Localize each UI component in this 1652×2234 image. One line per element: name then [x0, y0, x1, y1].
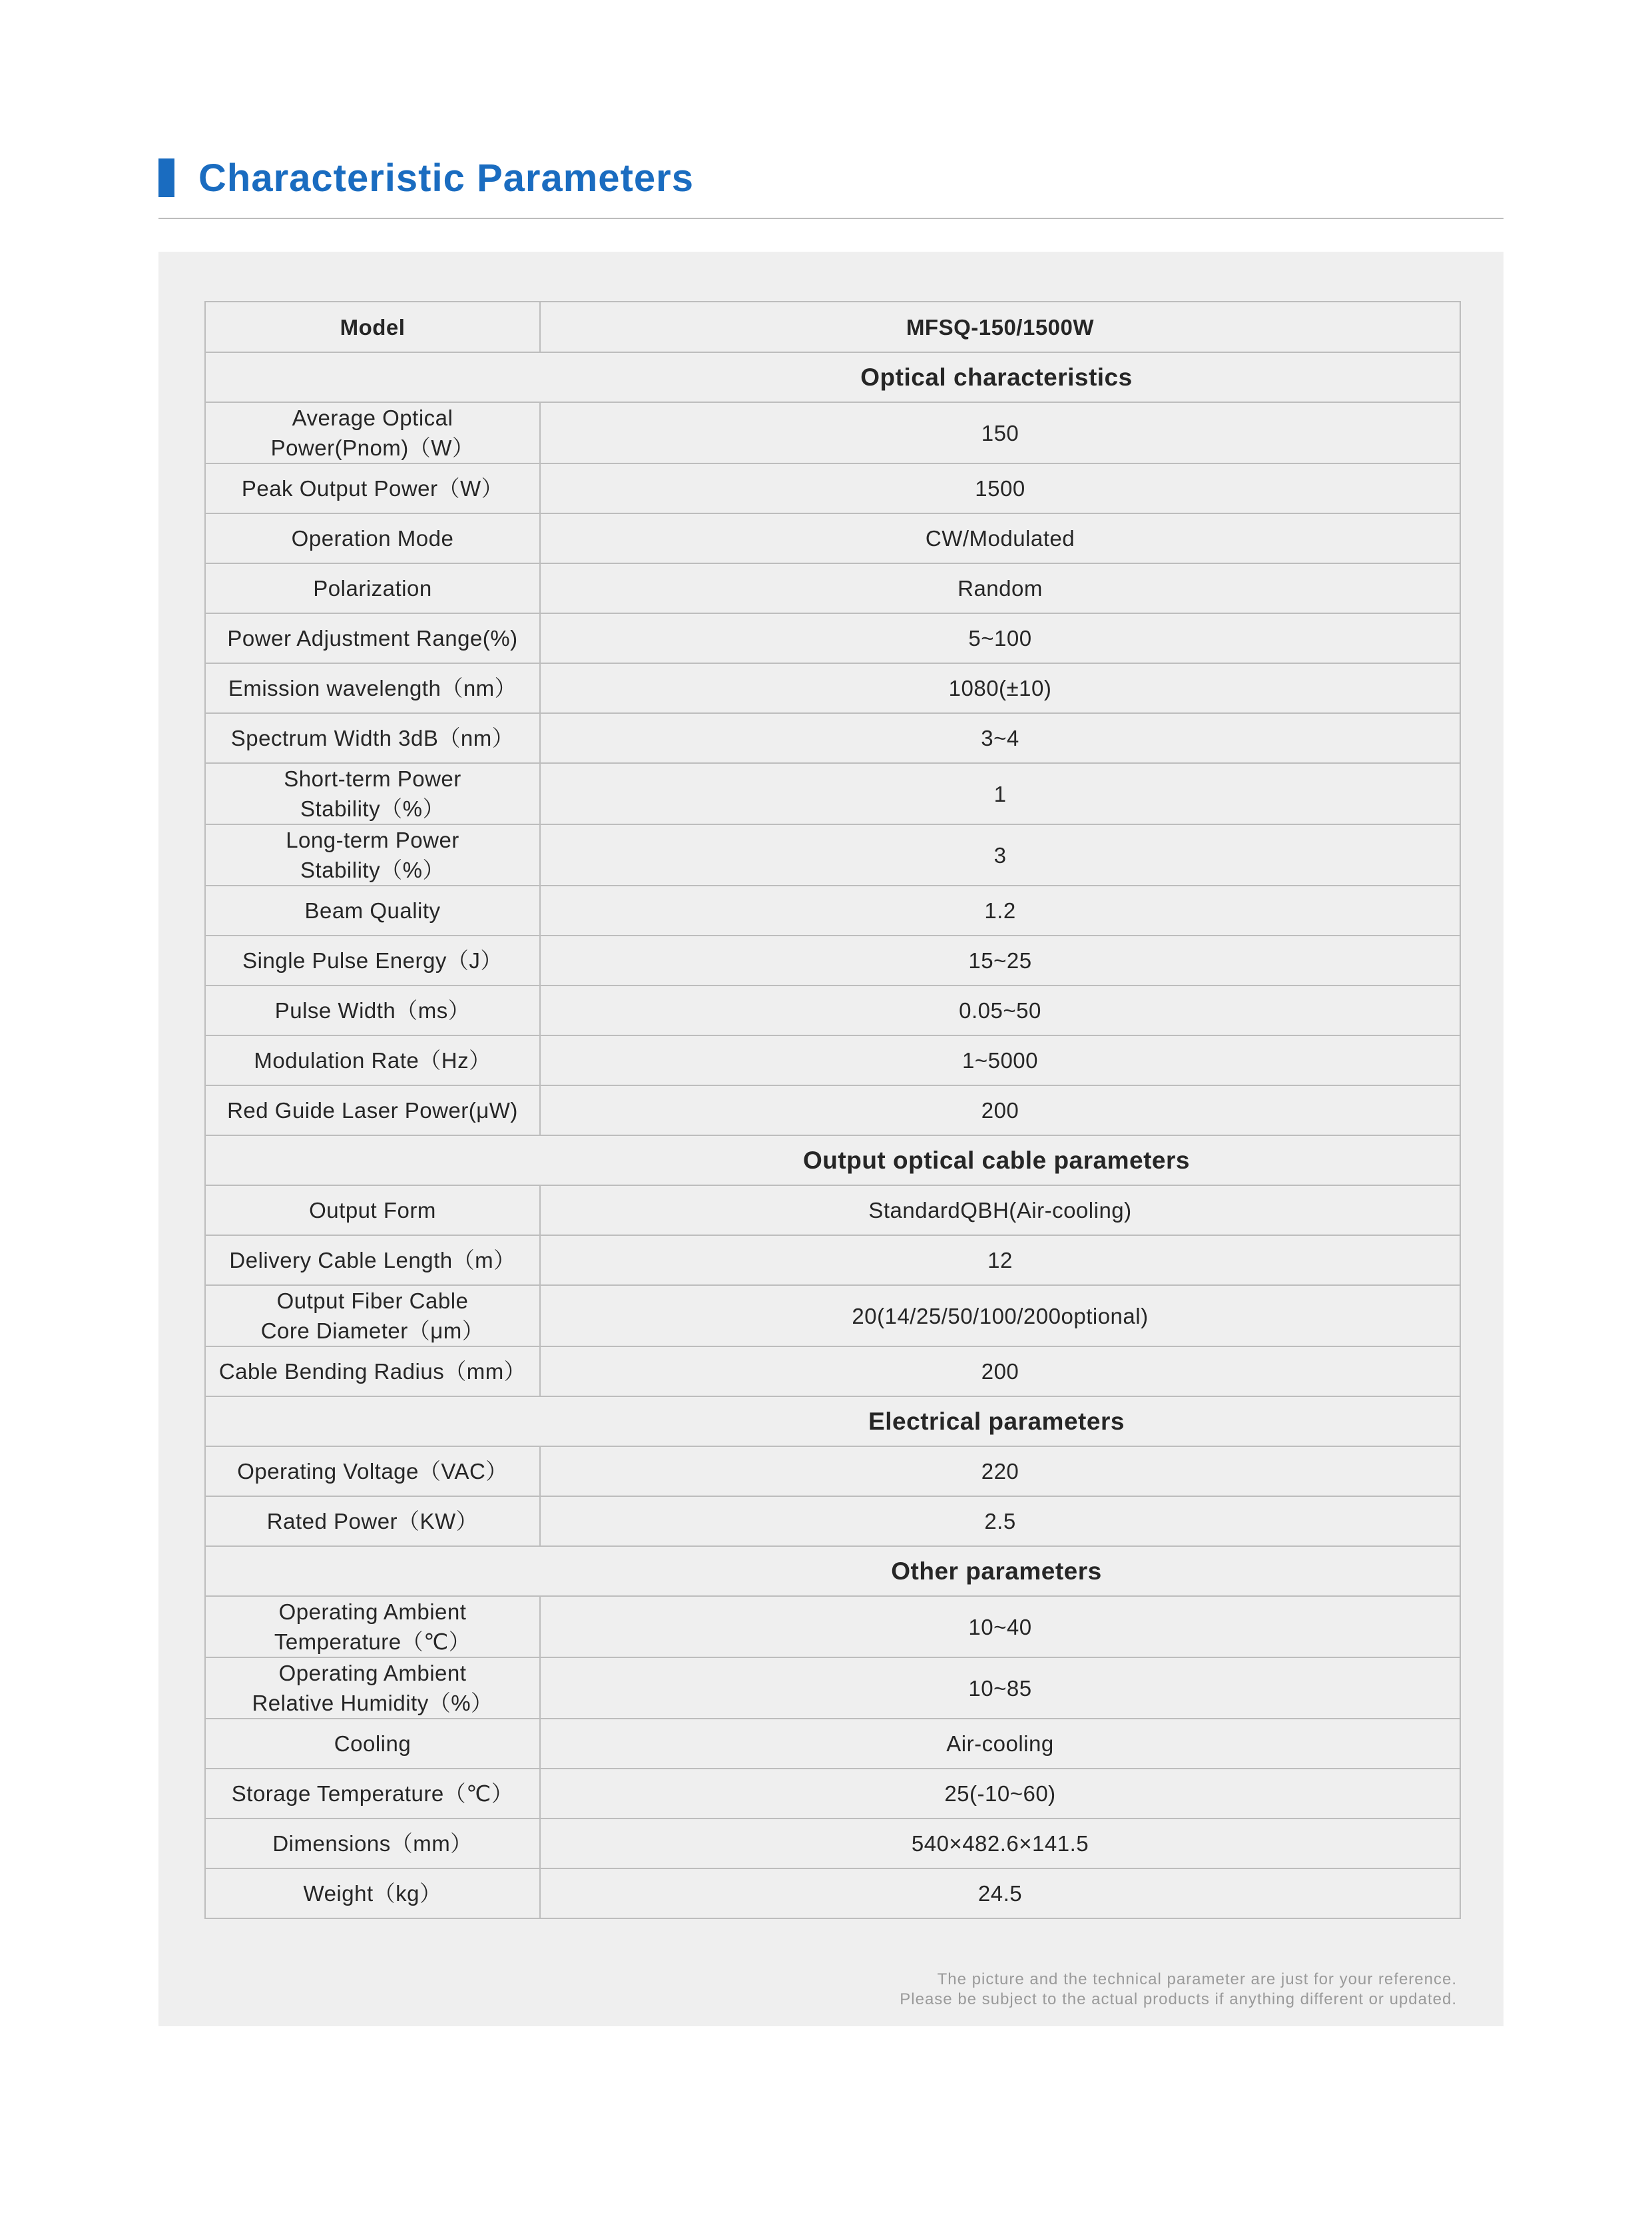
table-row	[205, 1346, 1460, 1396]
param-value: 1080(±10)	[540, 663, 1460, 713]
table-row	[205, 1446, 1460, 1496]
table-row	[205, 1285, 1460, 1346]
table-row	[205, 886, 1460, 936]
table-row	[205, 1085, 1460, 1135]
section-header-row	[205, 1135, 1460, 1185]
param-label: Spectrum Width 3dB（nm）	[205, 713, 540, 763]
spec-table-body	[205, 302, 1460, 1918]
param-label: Peak Output Power（W）	[205, 463, 540, 513]
table-row	[205, 1185, 1460, 1235]
footnote	[900, 1970, 1457, 2010]
table-row	[205, 463, 1460, 513]
footnote-line-1: The picture and the technical parameter are just for your reference.	[937, 1970, 1457, 1988]
table-row	[205, 824, 1460, 886]
param-label: Long-term Power Stability（%）	[205, 824, 540, 886]
param-label: Output Form	[205, 1185, 540, 1235]
footnote-line-2: Please be subject to the actual products if anything different or updated.	[900, 1990, 1457, 2008]
param-label: Short-term Power Stability（%）	[205, 763, 540, 824]
param-value: 3~4	[540, 713, 1460, 763]
table-row	[205, 1818, 1460, 1868]
param-label: Polarization	[205, 563, 540, 613]
param-label: Operating Ambient Temperature（℃）	[205, 1596, 540, 1657]
param-label: Beam Quality	[205, 886, 540, 936]
param-value: CW/Modulated	[540, 513, 1460, 563]
param-label: Operating Voltage（VAC）	[205, 1446, 540, 1496]
param-value: 25(-10~60)	[540, 1769, 1460, 1818]
param-value: Random	[540, 563, 1460, 613]
param-value: 220	[540, 1446, 1460, 1496]
param-value: 24.5	[540, 1868, 1460, 1918]
param-label: Operating Ambient Relative Humidity（%）	[205, 1657, 540, 1719]
table-row	[205, 936, 1460, 985]
param-label: Storage Temperature（℃）	[205, 1769, 540, 1818]
param-label: Average Optical Power(Pnom)（W）	[205, 402, 540, 463]
spec-table	[204, 301, 1461, 1919]
param-label: Output Fiber Cable Core Diameter（μm）	[205, 1285, 540, 1346]
section-title: Other parameters	[205, 1546, 1460, 1596]
param-label: Rated Power（KW）	[205, 1496, 540, 1546]
table-header-row	[205, 302, 1460, 352]
param-value: 10~85	[540, 1657, 1460, 1719]
spec-panel	[158, 252, 1504, 2026]
param-label: Delivery Cable Length（m）	[205, 1235, 540, 1285]
section-header-row	[205, 1546, 1460, 1596]
table-row	[205, 402, 1460, 463]
param-value: 200	[540, 1085, 1460, 1135]
param-value: 1.2	[540, 886, 1460, 936]
table-row	[205, 1657, 1460, 1719]
table-row	[205, 763, 1460, 824]
param-value: 15~25	[540, 936, 1460, 985]
param-value: 3	[540, 824, 1460, 886]
param-label: Cooling	[205, 1719, 540, 1769]
title-divider	[158, 218, 1504, 219]
header-label: Model	[205, 302, 540, 352]
table-row	[205, 663, 1460, 713]
param-value: 5~100	[540, 613, 1460, 663]
param-value: 10~40	[540, 1596, 1460, 1657]
param-value: 1500	[540, 463, 1460, 513]
table-row	[205, 613, 1460, 663]
table-row	[205, 1035, 1460, 1085]
section-header-row	[205, 352, 1460, 402]
param-value: 1~5000	[540, 1035, 1460, 1085]
param-label: Single Pulse Energy（J）	[205, 936, 540, 985]
title-accent-bar	[158, 158, 174, 197]
param-label: Emission wavelength（nm）	[205, 663, 540, 713]
param-value: 1	[540, 763, 1460, 824]
param-label: Pulse Width（ms）	[205, 985, 540, 1035]
param-value: 2.5	[540, 1496, 1460, 1546]
table-row	[205, 1868, 1460, 1918]
param-label: Cable Bending Radius（mm）	[205, 1346, 540, 1396]
param-label: Operation Mode	[205, 513, 540, 563]
param-label: Weight（kg）	[205, 1868, 540, 1918]
table-row	[205, 513, 1460, 563]
section-header-row	[205, 1396, 1460, 1446]
param-value: 540×482.6×141.5	[540, 1818, 1460, 1868]
table-row	[205, 1596, 1460, 1657]
page-title: Characteristic Parameters	[198, 156, 694, 200]
param-value: 12	[540, 1235, 1460, 1285]
param-value: 200	[540, 1346, 1460, 1396]
param-label: Power Adjustment Range(%)	[205, 613, 540, 663]
table-row	[205, 563, 1460, 613]
table-row	[205, 713, 1460, 763]
param-value: StandardQBH(Air-cooling)	[540, 1185, 1460, 1235]
param-label: Dimensions（mm）	[205, 1818, 540, 1868]
param-value: 20(14/25/50/100/200optional)	[540, 1285, 1460, 1346]
table-row	[205, 1235, 1460, 1285]
table-row	[205, 1719, 1460, 1769]
header-value: MFSQ-150/1500W	[540, 302, 1460, 352]
param-value: Air-cooling	[540, 1719, 1460, 1769]
param-label: Red Guide Laser Power(μW)	[205, 1085, 540, 1135]
table-row	[205, 1496, 1460, 1546]
param-value: 0.05~50	[540, 985, 1460, 1035]
section-title: Electrical parameters	[205, 1396, 1460, 1446]
section-title: Optical characteristics	[205, 352, 1460, 402]
table-row	[205, 1769, 1460, 1818]
table-row	[205, 985, 1460, 1035]
section-title: Output optical cable parameters	[205, 1135, 1460, 1185]
param-value: 150	[540, 402, 1460, 463]
param-label: Modulation Rate（Hz）	[205, 1035, 540, 1085]
